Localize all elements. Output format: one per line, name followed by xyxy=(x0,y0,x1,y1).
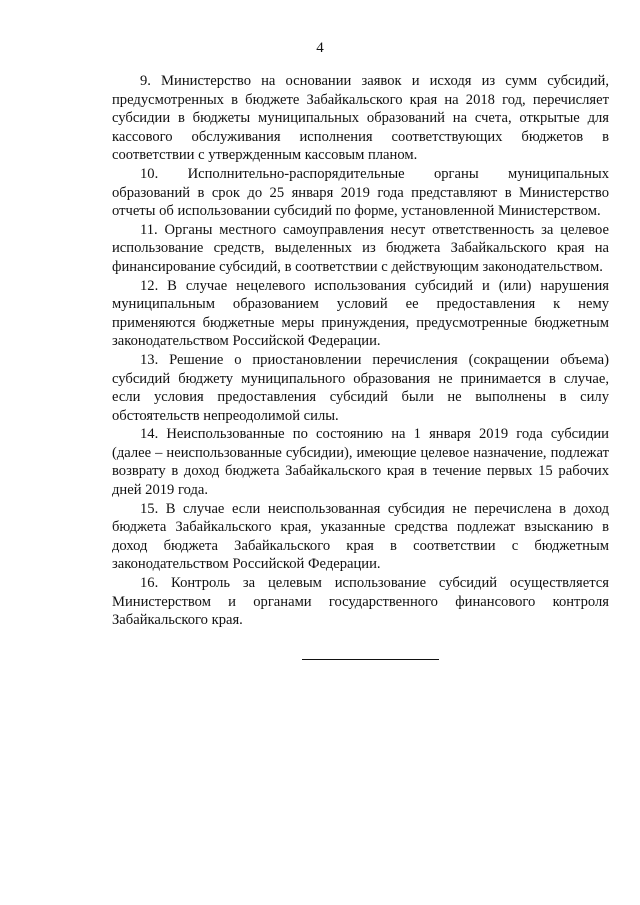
paragraph-9: 9. Министерство на основании заявок и исходя из сумм субсидий, предусмотренных в бюджете Забайкальского края на 2018 год, перечисляет субсидии в бюджеты муниципальных образований на счета, открытые для кассового обслуживания исполнения соответствующих бюджетов в соответствии с утвержденным кассовым планом. xyxy=(112,73,609,164)
paragraph-16: 16. Контроль за целевым использование субсидий осуществляется Министерством и органами государственного финансового контроля Забайкальского края. xyxy=(112,575,609,629)
end-separator-line xyxy=(302,659,439,660)
paragraph-12: 12. В случае нецелевого использования субсидий и (или) нарушения муниципальным образованием условий ее предоставления к нему применяются бюджетные меры принуждения, предусмотренные бюджетным законодательством Российской Федерации. xyxy=(112,277,609,350)
page-number: 4 xyxy=(316,40,324,56)
document-body xyxy=(112,72,609,630)
paragraph-15: 15. В случае если неиспользованная субсидия не перечислена в доход бюджета Забайкальского края, указанные средства подлежат взысканию в доход бюджета Забайкальского края в соответствии с бюджетным законодательством Российской Федерации. xyxy=(112,500,609,573)
paragraph-14: 14. Неиспользованные по состоянию на 1 января 2019 года субсидии (далее – неиспользованные субсидии), имеющие целевое назначение, подлежат возврату в доход бюджета Забайкальского края в течение первых 15 рабочих дней 2019 года. xyxy=(112,426,609,499)
paragraph-13: 13. Решение о приостановлении перечисления (сокращении объема) субсидий бюджету муниципального образования не принимается в случае, если условия предоставления субсидий были не выполнены в силу обстоятельств непреодолимой силы. xyxy=(112,351,609,424)
paragraph-11: 11. Органы местного самоуправления несут ответственность за целевое использование средств, выделенных из бюджета Забайкальского края на финансирование субсидий, в соответствии с действующим законодательством. xyxy=(112,221,609,275)
paragraph-10: 10. Исполнительно-распорядительные органы муниципальных образований в срок до 25 января 2019 года представляют в Министерство отчеты об использовании субсидий по форме, установленной Министерством. xyxy=(112,165,609,220)
